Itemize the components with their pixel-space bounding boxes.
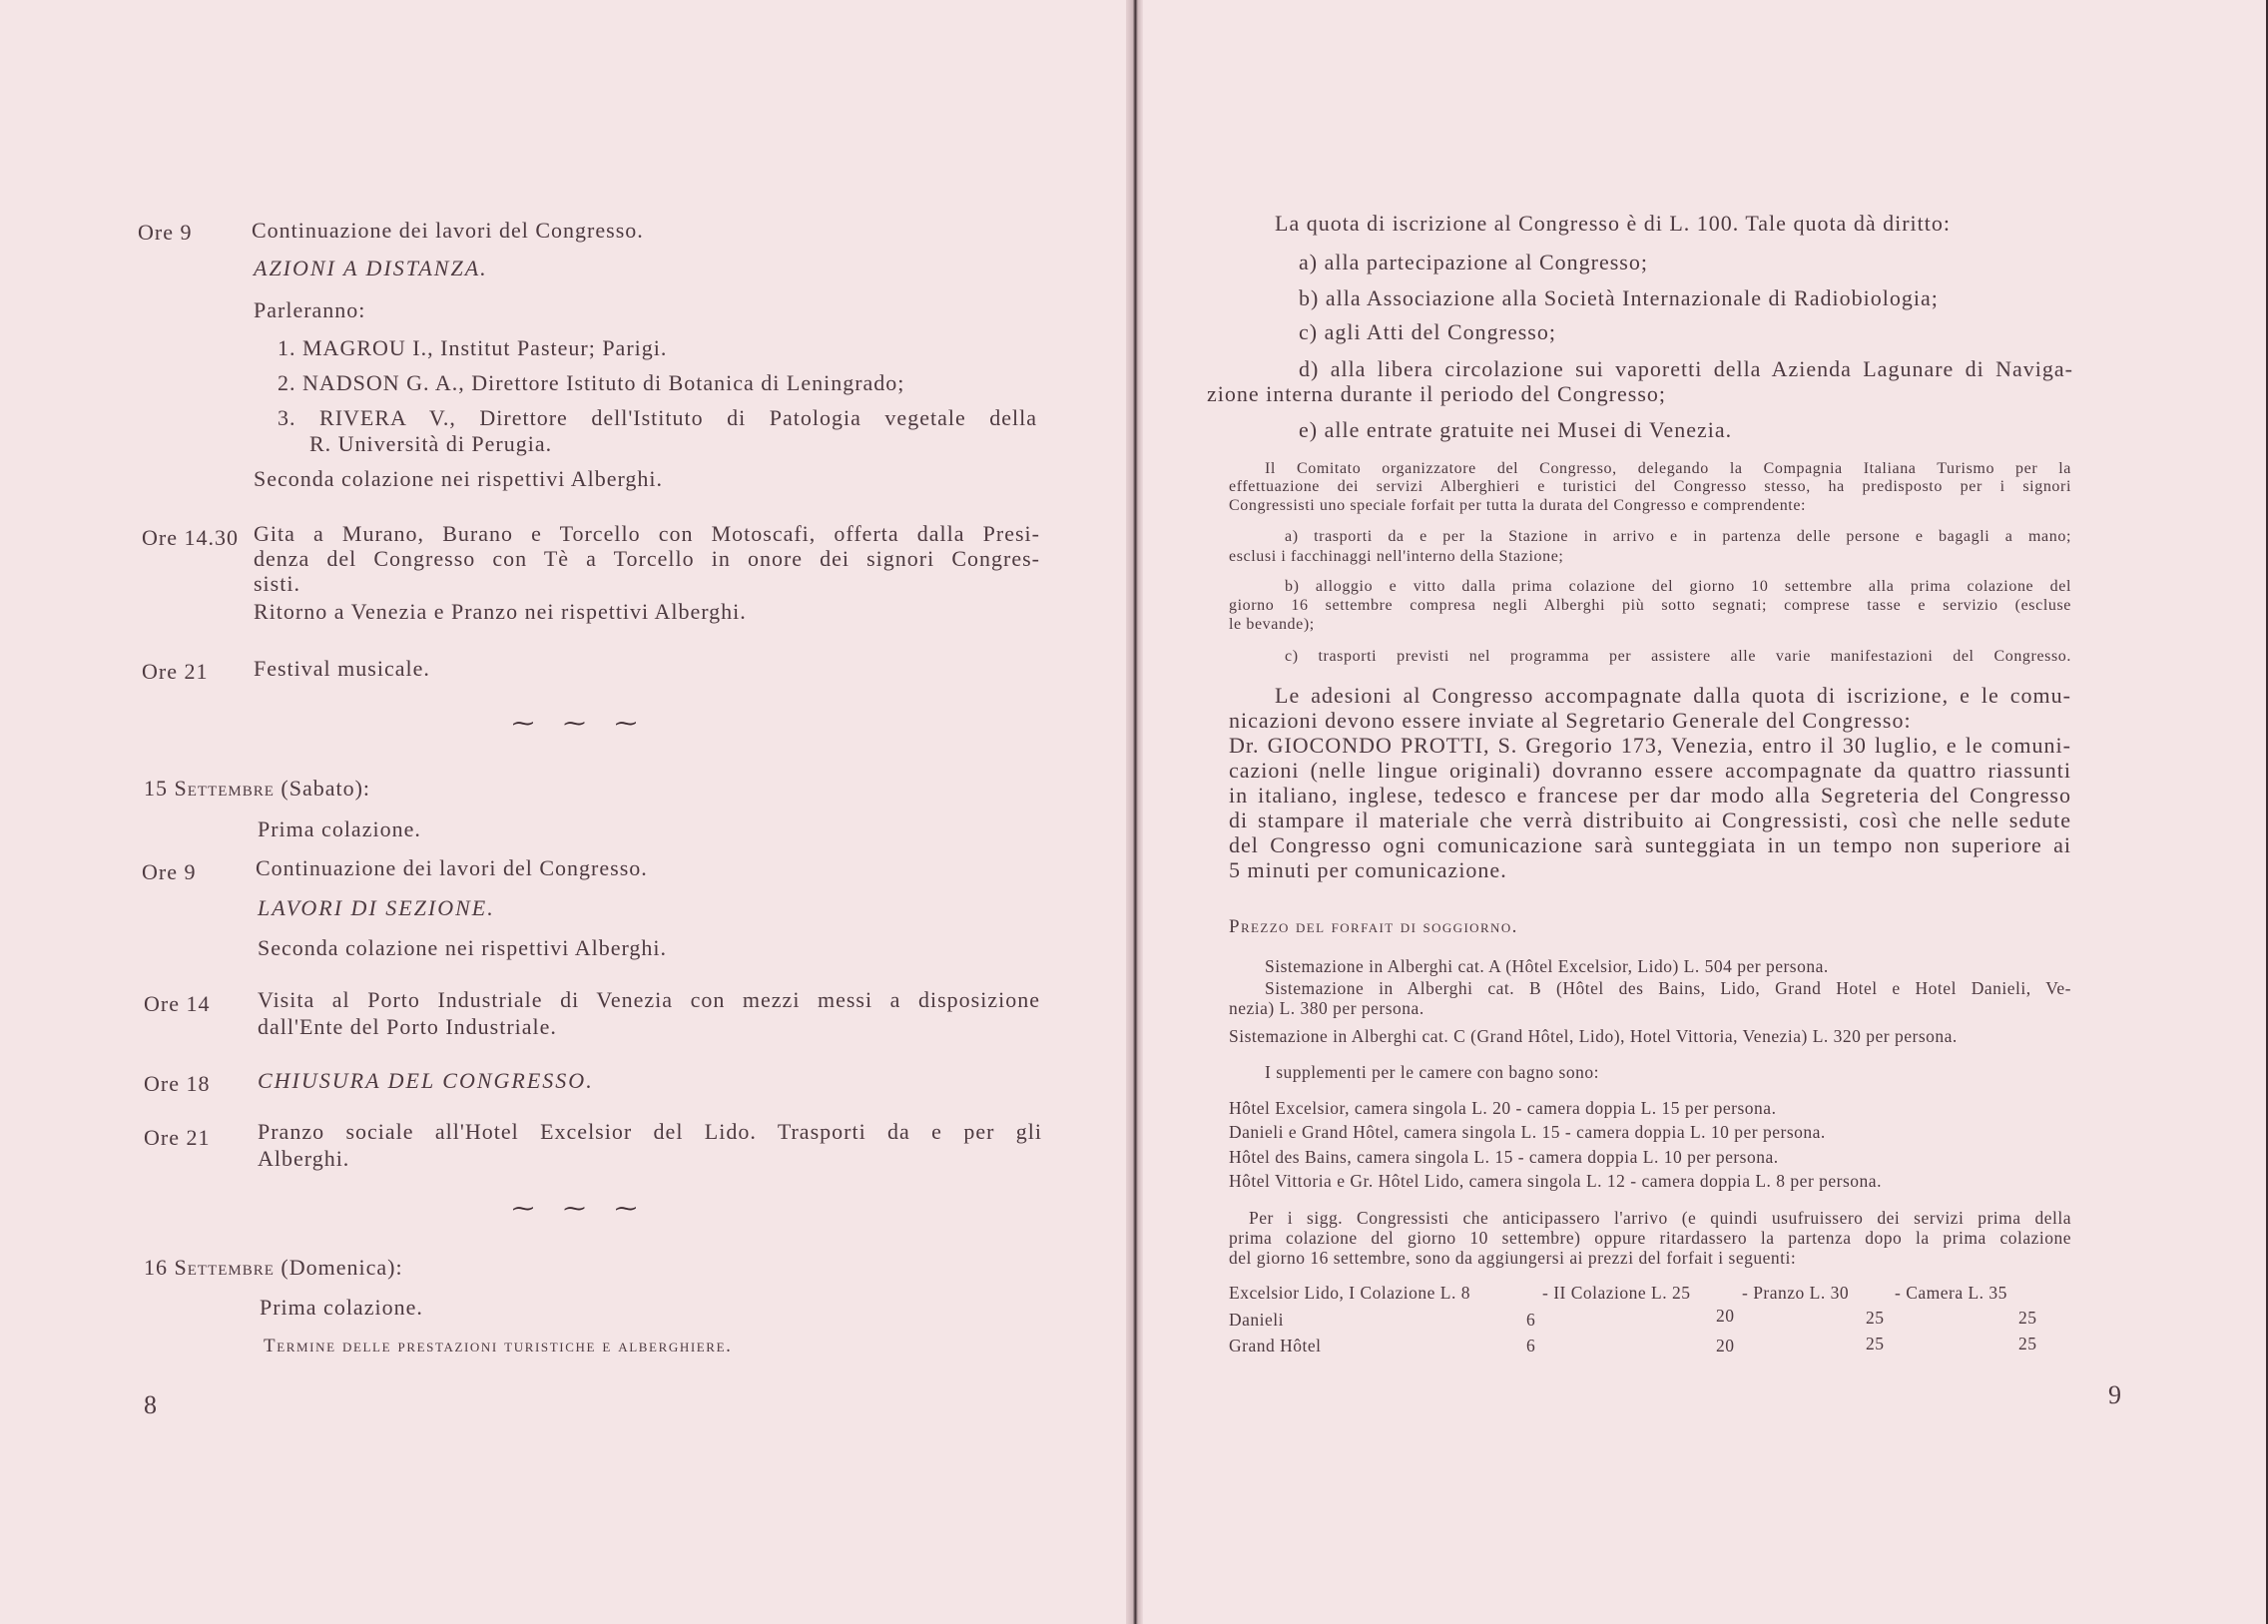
breakfast-note: Prima colazione.	[260, 1295, 423, 1320]
early-arrival-note: Per i sigg. Congressisti che anticipassero l'arrivo (e quindi usufruissero dei servizi prima della	[1249, 1208, 2071, 1228]
membership-paragraph: 5 minuti per comunicazione.	[1229, 857, 1507, 882]
supplement-line: Hôtel Excelsior, camera singola L. 20 - camera doppia L. 15 per persona.	[1229, 1098, 1777, 1118]
supplement-line: Hôtel des Bains, camera singola L. 15 - camera doppia L. 10 per persona.	[1229, 1147, 1779, 1167]
right-page	[1143, 0, 2266, 1624]
program-item: Visita al Porto Industriale di Venezia con mezzi messi a disposizione	[258, 987, 1040, 1012]
speaker-item-cont: R. Università di Perugia.	[309, 431, 553, 456]
forfait-item-cont: le bevande);	[1229, 616, 1315, 633]
fee-item: e) alle entrate gratuite nei Musei di Venezia.	[1299, 417, 1733, 442]
end-note: Termine delle prestazioni turistiche e alberghiere.	[264, 1336, 733, 1356]
forfait-item: c) trasporti previsti nel programma per assistere alle varie manifestazioni del Congresso.	[1285, 648, 2071, 665]
membership-paragraph: di stampare il materiale che verrà distribuito ai Congressisti, così che nelle sedute	[1229, 808, 2071, 832]
table-cell: - Camera L. 35	[1895, 1283, 2007, 1303]
program-item: Gita a Murano, Burano e Torcello con Motoscafi, offerta dalla Presi-	[254, 521, 1040, 546]
session-title: AZIONI A DISTANZA.	[254, 256, 488, 280]
day-heading: 16 Settembre (Domenica):	[144, 1255, 403, 1280]
table-cell: 6	[1526, 1310, 1536, 1330]
membership-paragraph: in italiano, inglese, tedesco e francese per dar modo alla Segreteria del Congresso	[1229, 783, 2071, 808]
early-arrival-note: prima colazione del giorno 10 settembre) oppure ritardassero la partenza dopo la prima colazione	[1229, 1228, 2071, 1248]
program-item: sisti.	[254, 571, 300, 596]
program-item: Alberghi.	[258, 1146, 350, 1171]
supplement-line: Danieli e Grand Hôtel, camera singola L. 15 - camera doppia L. 10 per persona.	[1229, 1122, 1826, 1142]
lunch-note: Seconda colazione nei rispettivi Alberghi.	[254, 466, 663, 491]
page-number: 8	[144, 1390, 157, 1419]
early-arrival-note: del giorno 16 settembre, sono da aggiungersi ai prezzi del forfait i seguenti:	[1229, 1248, 1797, 1268]
time-label: Ore 9	[142, 859, 197, 884]
table-cell: 25	[1866, 1308, 1885, 1328]
breakfast-note: Prima colazione.	[258, 816, 421, 841]
program-item: Festival musicale.	[254, 656, 430, 681]
speaker-item: 1. MAGROU I., Institut Pasteur; Parigi.	[278, 335, 668, 360]
divider-ornament: ⁓ ⁓ ⁓	[512, 711, 649, 736]
table-cell: - Pranzo L. 30	[1742, 1283, 1850, 1303]
program-item: Ritorno a Venezia e Pranzo nei rispettivi Alberghi.	[254, 599, 747, 624]
session-title: CHIUSURA DEL CONGRESSO.	[258, 1068, 594, 1093]
time-label: Ore 21	[144, 1125, 211, 1150]
time-label: Ore 21	[142, 659, 209, 684]
table-cell: - II Colazione L. 25	[1542, 1283, 1691, 1303]
speaker-item: 3. RIVERA V., Direttore dell'Istituto di Patologia vegetale della	[278, 405, 1037, 430]
fee-item: c) agli Atti del Congresso;	[1299, 319, 1556, 344]
table-cell: 25	[2018, 1334, 2037, 1353]
program-item: Continuazione dei lavori del Congresso.	[256, 855, 648, 880]
membership-paragraph: Dr. GIOCONDO PROTTI, S. Gregorio 173, Venezia, entro il 30 luglio, e le comuni-	[1229, 733, 2071, 758]
forfait-item-cont: esclusi i facchinaggi nell'interno della Stazione;	[1229, 548, 1564, 565]
fee-item: b) alla Associazione alla Società Internazionale di Radiobiologia;	[1299, 285, 1939, 310]
speaker-item: 2. NADSON G. A., Direttore Istituto di Botanica di Leningrado;	[278, 370, 905, 395]
session-title: LAVORI DI SEZIONE.	[258, 895, 495, 920]
accommodation-line: Sistemazione in Alberghi cat. A (Hôtel Excelsior, Lido) L. 504 per persona.	[1265, 956, 1829, 976]
price-heading: Prezzo del forfait di soggiorno.	[1229, 916, 1518, 937]
membership-paragraph: Le adesioni al Congresso accompagnate dalla quota di iscrizione, e le comu-	[1275, 683, 2071, 708]
committee-note: effettuazione dei servizi Alberghieri e turistici del Congresso stesso, ha predisposto per i signori	[1229, 478, 2071, 495]
forfait-item-cont: giorno 16 settembre compresa negli Alberghi più sotto segnati; comprese tasse e servizio (escluse	[1229, 597, 2071, 614]
time-label: Ore 9	[138, 220, 193, 245]
committee-note: Il Comitato organizzatore del Congresso, delegando la Compagnia Italiana Turismo per la	[1265, 460, 2071, 477]
program-item: denza del Congresso con Tè a Torcello in onore dei signori Congres-	[254, 546, 1040, 571]
page-number: 9	[2108, 1380, 2121, 1409]
time-label: Ore 14.30	[142, 525, 239, 550]
fee-item: a) alla partecipazione al Congresso;	[1299, 250, 1648, 274]
membership-paragraph: nicazioni devono essere inviate al Segretario Generale del Congresso:	[1229, 708, 1912, 733]
program-item: Pranzo sociale all'Hotel Excelsior del Lido. Trasporti da e per gli	[258, 1119, 1042, 1144]
table-cell-hotel: Grand Hôtel	[1229, 1336, 1322, 1355]
day-heading: 15 Settembre (Sabato):	[144, 776, 371, 801]
time-label: Ore 14	[144, 991, 211, 1016]
accommodation-line: Sistemazione in Alberghi cat. B (Hôtel des Bains, Lido, Grand Hotel e Hotel Danieli, Ve-	[1265, 978, 2071, 998]
accommodation-line-cont: nezia) L. 380 per persona.	[1229, 998, 1424, 1018]
program-item: Continuazione dei lavori del Congresso.	[252, 218, 644, 243]
book-gutter	[1126, 0, 1143, 1624]
accommodation-line: Sistemazione in Alberghi cat. C (Grand Hôtel, Lido), Hotel Vittoria, Venezia) L. 320 per persona.	[1229, 1026, 1958, 1046]
table-cell: 25	[2018, 1308, 2037, 1328]
committee-note: Congressisti uno speciale forfait per tutta la durata del Congresso e comprendente:	[1229, 497, 1807, 514]
forfait-item: a) trasporti da e per la Stazione in arrivo e in partenza delle persone e bagagli a mano;	[1285, 528, 2071, 545]
divider-ornament: ⁓ ⁓ ⁓	[512, 1196, 649, 1221]
membership-paragraph: del Congresso ogni comunicazione sarà sunteggiata in un tempo non superiore ai	[1229, 832, 2071, 857]
supplement-line: Hôtel Vittoria e Gr. Hôtel Lido, camera singola L. 12 - camera doppia L. 8 per persona.	[1229, 1171, 1882, 1191]
lunch-note: Seconda colazione nei rispettivi Alberghi.	[258, 935, 667, 960]
table-cell: 20	[1716, 1306, 1735, 1326]
table-cell-hotel: Excelsior Lido, I Colazione L. 8	[1229, 1283, 1470, 1303]
fee-item: d) alla libera circolazione sui vaporetti della Azienda Lagunare di Naviga-	[1299, 356, 2073, 381]
table-cell: 20	[1716, 1336, 1735, 1355]
left-page	[0, 0, 1126, 1624]
table-cell: 25	[1866, 1334, 1885, 1353]
time-label: Ore 18	[144, 1071, 211, 1096]
membership-paragraph: cazioni (nelle lingue originali) dovranno essere accompagnate da quattro riassunti	[1229, 758, 2071, 783]
table-cell-hotel: Danieli	[1229, 1310, 1285, 1330]
speakers-label: Parleranno:	[254, 297, 366, 322]
forfait-item: b) alloggio e vitto dalla prima colazione del giorno 10 settembre alla prima colazione del	[1285, 578, 2071, 595]
table-cell: 6	[1526, 1336, 1536, 1355]
program-item: dall'Ente del Porto Industriale.	[258, 1014, 557, 1039]
fee-item-cont: zione interna durante il periodo del Congresso;	[1207, 381, 1666, 406]
supplement-heading: I supplementi per le camere con bagno sono:	[1265, 1062, 1599, 1082]
fee-paragraph: La quota di iscrizione al Congresso è di L. 100. Tale quota dà diritto:	[1275, 211, 1951, 236]
